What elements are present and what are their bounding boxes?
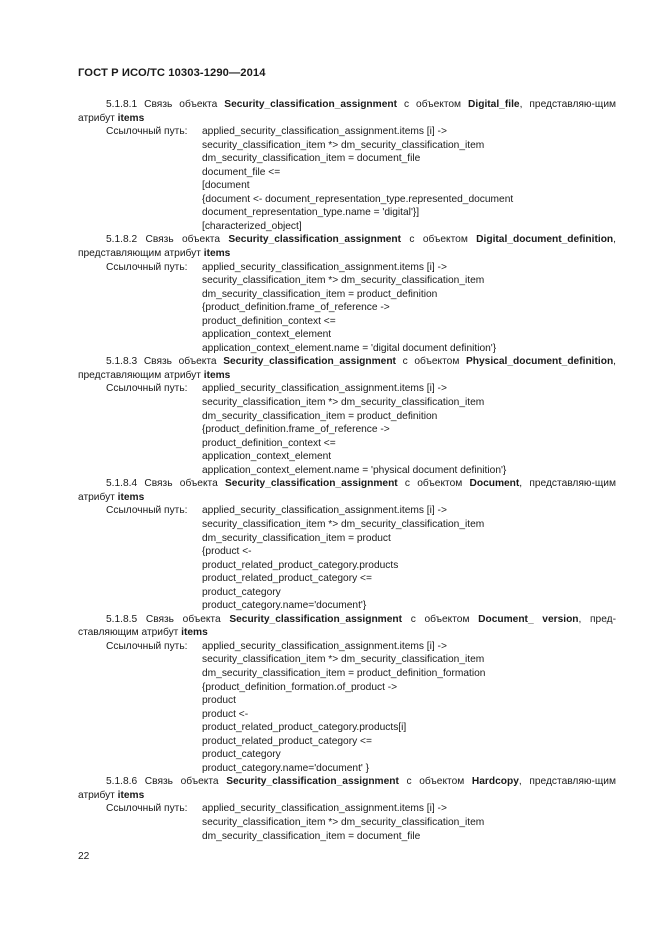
reference-path-line: dm_security_classification_item = product_definition bbox=[202, 288, 438, 300]
clause-text: с объектом bbox=[397, 478, 470, 490]
clause-heading bbox=[78, 613, 616, 640]
reference-path bbox=[78, 382, 616, 477]
clause-text: Связь объекта bbox=[144, 478, 225, 490]
clause-5-1-8-6 bbox=[78, 775, 616, 843]
reference-path-line: security_classification_item *> dm_security_classification_item bbox=[202, 139, 485, 151]
page-number: 22 bbox=[78, 851, 90, 862]
clause-5-1-8-3 bbox=[78, 355, 616, 477]
clause-text: с объектом bbox=[402, 613, 479, 625]
clause-heading bbox=[78, 233, 616, 260]
reference-path-line: security_classification_item *> dm_security_classification_item bbox=[202, 397, 485, 409]
entity-name: items bbox=[181, 627, 208, 639]
entity-name: Security_classification_assignment bbox=[229, 613, 403, 625]
reference-path-line: application_context_element.name = 'physical document definition'} bbox=[202, 464, 507, 476]
entity-name: Hardcopy bbox=[471, 776, 519, 788]
reference-path-line: {product_definition.frame_of_reference -> bbox=[202, 302, 390, 314]
reference-path-line: applied_security_classification_assignment.items [i] -> bbox=[202, 126, 447, 138]
reference-path-line: dm_security_classification_item = product_definition bbox=[202, 410, 438, 422]
reference-path-line: applied_security_classification_assignment.items [i] -> bbox=[202, 261, 447, 273]
clause-number: 5.1.8.3 bbox=[106, 356, 138, 368]
reference-path-label: Ссылочный путь: bbox=[106, 261, 188, 273]
reference-path-line: applied_security_classification_assignment.items [i] -> bbox=[202, 383, 447, 395]
clause-number: 5.1.8.1 bbox=[106, 99, 138, 110]
clause-number: 5.1.8.2 bbox=[106, 234, 138, 246]
clause-text: с объектом bbox=[396, 99, 469, 110]
clause-text: , представляю-щим атрибут bbox=[78, 776, 616, 801]
entity-name: Security_classification_assignment bbox=[226, 776, 399, 788]
clause-text: с объектом bbox=[398, 776, 472, 788]
reference-path-line: {product <- bbox=[202, 546, 252, 558]
clause-heading bbox=[78, 775, 616, 802]
clause-text: Связь объекта bbox=[145, 613, 230, 625]
reference-path-label: Ссылочный путь: bbox=[106, 640, 188, 652]
reference-path-line: applied_security_classification_assignment.items [i] -> bbox=[202, 640, 447, 652]
reference-path-line: dm_security_classification_item = product_definition_formation bbox=[202, 667, 486, 679]
reference-path-line: product_category bbox=[202, 586, 281, 598]
clause-text: Связь объекта bbox=[145, 234, 229, 246]
clause-heading bbox=[78, 477, 616, 504]
reference-path-line: dm_security_classification_item = product bbox=[202, 532, 391, 544]
reference-path-line: security_classification_item *> dm_security_classification_item bbox=[202, 816, 485, 828]
reference-path-line: applied_security_classification_assignment.items [i] -> bbox=[202, 505, 447, 517]
reference-path bbox=[78, 504, 616, 612]
clause-5-1-8-2 bbox=[78, 233, 616, 355]
entity-name: Digital_document_definition bbox=[476, 234, 614, 246]
reference-path-line: {document <- document_representation_type.represented_document bbox=[202, 193, 514, 205]
reference-path-label: Ссылочный путь: bbox=[106, 126, 188, 138]
reference-path-line: product_definition_context <= bbox=[202, 315, 336, 327]
reference-path bbox=[78, 640, 616, 775]
reference-path-line: applied_security_classification_assignment.items [i] -> bbox=[202, 803, 447, 815]
entity-name: Security_classification_assignment bbox=[228, 234, 402, 246]
reference-path-line: product <- bbox=[202, 708, 249, 720]
clause-number: 5.1.8.6 bbox=[106, 776, 138, 788]
entity-name: Security_classification_assignment bbox=[224, 99, 397, 110]
clause-5-1-8-5 bbox=[78, 613, 616, 776]
entity-name: items bbox=[117, 112, 145, 124]
reference-path-line: security_classification_item *> dm_security_classification_item bbox=[202, 654, 485, 666]
clause-text: , представляю-щим атрибут bbox=[78, 99, 617, 124]
reference-path-line: product_related_product_category <= bbox=[202, 573, 372, 585]
entity-name: Security_classification_assignment bbox=[225, 478, 398, 490]
clause-heading bbox=[78, 355, 616, 382]
clause-text: , представляющим атрибут bbox=[78, 356, 617, 381]
reference-path-line: document_representation_type.name = 'digital'}] bbox=[202, 207, 420, 219]
reference-path-line: product_related_product_category.products[i] bbox=[202, 722, 407, 734]
reference-path-line: [document bbox=[202, 180, 250, 192]
clause-number: 5.1.8.5 bbox=[106, 613, 138, 625]
reference-path-label: Ссылочный путь: bbox=[106, 803, 188, 815]
clause-text: , представляющим атрибут bbox=[78, 234, 616, 260]
reference-path-line: dm_security_classification_item = document_file bbox=[202, 830, 421, 842]
reference-path bbox=[78, 125, 616, 233]
clause-text: Связь объекта bbox=[143, 356, 224, 368]
clause-number: 5.1.8.4 bbox=[106, 478, 138, 490]
reference-path-line: [characterized_object] bbox=[202, 220, 302, 232]
entity-name: Document bbox=[469, 478, 520, 490]
entity-name: items bbox=[117, 789, 145, 801]
entity-name: Digital_file bbox=[468, 99, 520, 110]
clause-heading bbox=[78, 98, 616, 125]
clause-text: с объектом bbox=[401, 234, 477, 246]
reference-path-line: security_classification_item *> dm_security_classification_item bbox=[202, 518, 485, 530]
clause-text: с объектом bbox=[395, 356, 466, 368]
page-header-standard-title: ГОСТ Р ИСО/ТС 10303-1290—2014 bbox=[78, 67, 266, 79]
clause-5-1-8-4 bbox=[78, 477, 616, 612]
reference-path-line: product_category bbox=[202, 749, 281, 761]
entity-name: items bbox=[203, 369, 231, 381]
reference-path-line: product_category.name='document'} bbox=[202, 600, 367, 612]
reference-path-line: application_context_element bbox=[202, 329, 332, 341]
entity-name: Security_classification_assignment bbox=[223, 356, 396, 368]
reference-path-line: document_file <= bbox=[202, 166, 281, 178]
clause-5-1-8-1 bbox=[78, 98, 616, 233]
reference-path-line: dm_security_classification_item = document_file bbox=[202, 153, 421, 165]
clause-text: Связь объекта bbox=[144, 99, 225, 110]
reference-path-label: Ссылочный путь: bbox=[106, 383, 188, 395]
reference-path-line: {product_definition_formation.of_product -> bbox=[202, 681, 398, 693]
reference-path bbox=[78, 802, 616, 843]
entity-name: items bbox=[117, 491, 145, 503]
entity-name: Physical_document_definition bbox=[465, 356, 614, 368]
clause-text: , пред-ставляющим атрибут bbox=[78, 613, 616, 639]
reference-path-label: Ссылочный путь: bbox=[106, 505, 188, 517]
reference-path bbox=[78, 261, 616, 356]
reference-path-line: security_classification_item *> dm_security_classification_item bbox=[202, 275, 485, 287]
reference-path-line: product bbox=[202, 695, 236, 707]
reference-path-line: product_related_product_category <= bbox=[202, 735, 372, 747]
reference-path-line: {product_definition.frame_of_reference -> bbox=[202, 424, 390, 436]
entity-name: items bbox=[203, 248, 231, 260]
reference-path-line: product_related_product_category.products bbox=[202, 559, 399, 571]
clause-text: Связь объекта bbox=[144, 776, 227, 788]
reference-path-line: application_context_element.name = 'digital document definition'} bbox=[202, 342, 497, 354]
clause-text: , представляю-щим атрибут bbox=[78, 478, 616, 503]
reference-path-line: application_context_element bbox=[202, 451, 332, 463]
clause-list bbox=[78, 98, 616, 843]
reference-path-line: product_definition_context <= bbox=[202, 437, 336, 449]
entity-name: Document_ version bbox=[478, 613, 579, 625]
reference-path-line: product_category.name='document' } bbox=[202, 762, 370, 774]
